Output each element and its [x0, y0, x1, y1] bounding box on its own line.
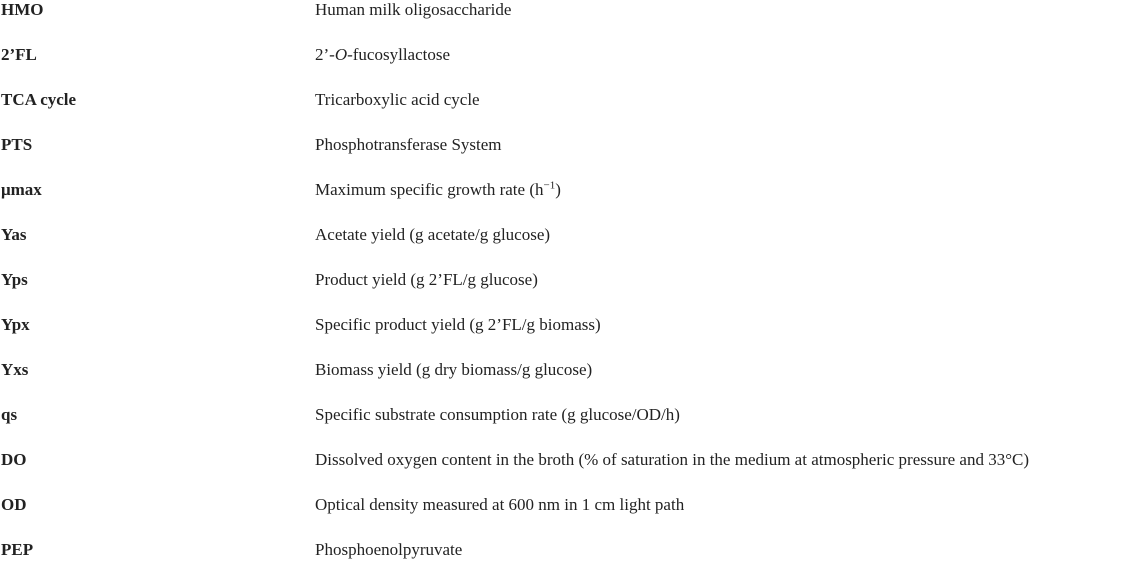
definition: Specific substrate consumption rate (g glucose/OD/h)	[315, 405, 680, 424]
table-row	[0, 360, 1145, 405]
abbreviation: 2’FL	[1, 45, 37, 64]
table-row	[0, 315, 1145, 360]
table-row	[0, 90, 1145, 135]
definition: Phosphoenolpyruvate	[315, 540, 463, 559]
definition: Biomass yield (g dry biomass/g glucose)	[315, 360, 593, 379]
definition-part: Maximum specific growth rate (h	[315, 180, 544, 199]
table-row	[0, 495, 1145, 540]
table-row	[0, 0, 1145, 45]
definition-part: -fucosyllactose	[347, 45, 451, 64]
table-row	[0, 45, 1145, 90]
definition-italic: O	[334, 45, 348, 64]
abbreviation: μmax	[1, 180, 42, 199]
definition	[315, 45, 450, 65]
definition: Dissolved oxygen content in the broth (% of saturation in the medium at atmospheric pressure and 33°C)	[315, 450, 1030, 469]
definition-part: )	[555, 180, 561, 199]
abbreviation: Yps	[1, 270, 28, 289]
table-row	[0, 405, 1145, 450]
abbreviation: Yxs	[1, 360, 29, 379]
abbreviation: Ypx	[1, 315, 30, 334]
definition	[315, 180, 561, 200]
definition: Optical density measured at 600 nm in 1 cm light path	[315, 495, 685, 514]
abbreviation: OD	[1, 495, 27, 514]
table-row	[0, 135, 1145, 180]
table-row	[0, 270, 1145, 315]
table-row	[0, 540, 1145, 585]
abbreviation: PTS	[1, 135, 33, 154]
table-row	[0, 450, 1145, 495]
definition: Acetate yield (g acetate/g glucose)	[315, 225, 551, 244]
definition: Specific product yield (g 2’FL/g biomass)	[315, 315, 601, 334]
definition: Human milk oligosaccharide	[315, 0, 512, 19]
definition: Phosphotransferase System	[315, 135, 502, 154]
definition-part: 2’-	[315, 45, 335, 64]
abbreviation: Yas	[1, 225, 27, 244]
abbreviation: DO	[1, 450, 27, 469]
definition: Product yield (g 2’FL/g glucose)	[315, 270, 538, 289]
definition-superscript: −1	[543, 179, 556, 192]
table-row	[0, 225, 1145, 270]
abbreviation: PEP	[1, 540, 34, 559]
abbreviation: HMO	[1, 0, 44, 19]
abbreviation: TCA cycle	[1, 90, 77, 109]
definition: Tricarboxylic acid cycle	[315, 90, 480, 109]
abbreviation: qs	[1, 405, 18, 424]
table-row	[0, 180, 1145, 225]
